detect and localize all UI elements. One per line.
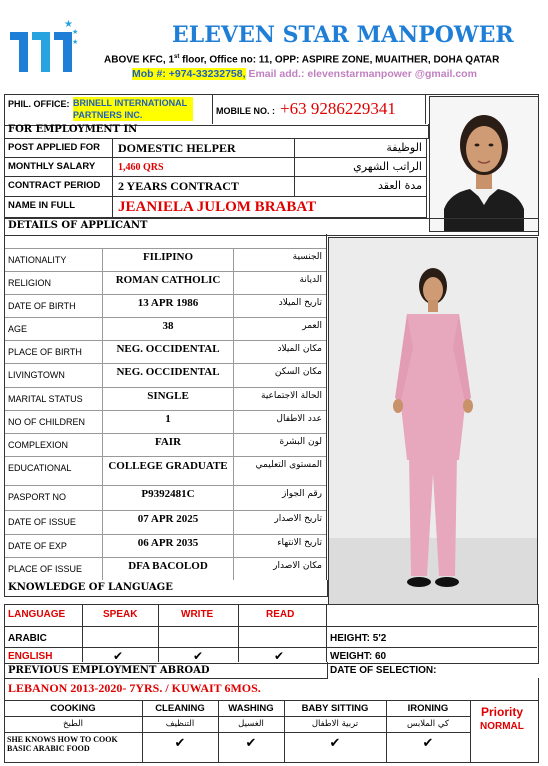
- skill-check: ✔: [245, 735, 257, 750]
- svg-text:★: ★: [72, 39, 78, 46]
- eleven-star-logo-icon: [8, 18, 78, 74]
- detail-arabic-label: المستوى التعليمي: [255, 460, 322, 470]
- detail-arabic-label: تاريخ الانتهاء: [277, 538, 322, 548]
- detail-label: DATE OF ISSUE: [8, 517, 76, 527]
- detail-arabic-label: مكان الاصدار: [273, 561, 322, 571]
- detail-value: COLLEGE GRADUATE: [108, 460, 228, 472]
- skill-header: WASHING: [228, 703, 274, 714]
- detail-arabic-label: الديانة: [299, 275, 322, 285]
- detail-value: 1: [165, 413, 171, 425]
- detail-label: EDUCATIONAL: [8, 463, 72, 473]
- skill-header: IRONING: [407, 703, 449, 714]
- skill-check: ✔: [422, 735, 434, 750]
- detail-value: 13 APR 1986: [137, 297, 199, 309]
- skill-check: ✔: [329, 735, 341, 750]
- skill-header: BABY SITTING: [301, 703, 369, 714]
- lang-english: ENGLISH: [8, 651, 53, 662]
- company-name: ELEVEN STAR MANPOWER: [172, 22, 514, 48]
- full-body-image: [329, 238, 537, 604]
- detail-label: NATIONALITY: [8, 255, 67, 265]
- detail-arabic-label: عدد الاطفال: [276, 414, 322, 424]
- applicant-headshot: [429, 96, 539, 232]
- detail-label: RELIGION: [8, 278, 52, 288]
- employment-value: 1,460 QRS: [118, 162, 164, 173]
- skill-arabic-header: التنظيف: [165, 719, 195, 729]
- language-section-title: KNOWLEDGE OF LANGUAGE: [8, 582, 173, 593]
- employment-value: JEANIELA JULOM BRABAT: [118, 199, 317, 215]
- detail-value: ROMAN CATHOLIC: [115, 274, 221, 286]
- lang-header-write: WRITE: [181, 609, 214, 620]
- detail-arabic-label: الجنسية: [292, 252, 322, 262]
- priority-label: Priority: [481, 705, 524, 719]
- employment-label: MONTHLY SALARY: [8, 161, 96, 172]
- previous-employment-value: LEBANON 2013-2020- 7YRS. / KUWAIT 6MOS.: [8, 681, 261, 695]
- detail-value: 06 APR 2035: [137, 537, 199, 549]
- mobile-number: Mob #: +974-33232758,: [132, 68, 246, 80]
- detail-arabic-label: رقم الجواز: [281, 489, 322, 499]
- detail-arabic-label: تاريخ الاصدار: [274, 514, 322, 524]
- english-write-check: ✔: [193, 649, 204, 663]
- svg-text:★: ★: [64, 19, 73, 30]
- cooking-note: SHE KNOWS HOW TO COOK BASIC ARABIC FOOD: [7, 735, 118, 753]
- employment-arabic-label: مدة العقد: [378, 179, 422, 192]
- detail-label: DATE OF BIRTH: [8, 301, 76, 311]
- skill-arabic-header: الغسيل: [238, 719, 264, 729]
- skill-arabic-header: كي الملابس: [407, 719, 449, 729]
- date-of-selection: DATE OF SELECTION:: [330, 665, 437, 676]
- detail-arabic-label: الحالة الاجتماعية: [261, 391, 322, 401]
- headshot-image: [430, 97, 538, 231]
- skill-header: COOKING: [50, 703, 96, 714]
- height-value: HEIGHT: 5'2: [330, 633, 387, 644]
- detail-value: NEG. OCCIDENTAL: [116, 343, 220, 355]
- detail-value: NEG. OCCIDENTAL: [116, 366, 220, 378]
- detail-label: MARITAL STATUS: [8, 394, 83, 404]
- email-address: Email add.: elevenstarmanpower @gmail.com: [245, 68, 477, 80]
- previous-section-title: PREVIOUS EMPLOYMENT ABROAD: [8, 665, 210, 676]
- detail-label: PASPORT NO: [8, 492, 67, 502]
- mobile-value: +63 9286229341: [280, 99, 396, 118]
- skill-arabic-header: الطبخ: [63, 719, 83, 729]
- employment-value: 2 YEARS CONTRACT: [118, 179, 239, 193]
- detail-arabic-label: تاريخ الميلاد: [278, 298, 322, 308]
- english-speak-check: ✔: [113, 649, 124, 663]
- detail-value: FAIR: [154, 436, 182, 448]
- detail-label: LIVINGTOWN: [8, 370, 65, 380]
- employment-value: DOMESTIC HELPER: [118, 141, 236, 155]
- detail-label: COMPLEXION: [8, 440, 69, 450]
- skill-arabic-header: تربية الاطفال: [311, 719, 359, 729]
- svg-text:★: ★: [72, 29, 78, 36]
- skill-check: ✔: [174, 735, 186, 750]
- office-label: PHIL. OFFICE:: [8, 99, 70, 109]
- lang-header-language: LANGUAGE: [8, 609, 66, 620]
- employment-label: CONTRACT PERIOD: [8, 180, 101, 191]
- detail-value: DFA BACOLOD: [128, 560, 208, 572]
- lang-header-read: READ: [266, 609, 295, 620]
- detail-value: P9392481C: [141, 488, 195, 500]
- detail-value: 07 APR 2025: [137, 513, 199, 525]
- applicant-full-body-photo: [328, 237, 538, 605]
- employment-label: POST APPLIED FOR: [8, 142, 101, 153]
- detail-arabic-label: مكان السكن: [274, 367, 322, 377]
- office-value: BRINELL INTERNATIONAL PARTNERS INC.: [73, 97, 193, 121]
- detail-arabic-label: لون البشرة: [279, 437, 322, 447]
- employment-arabic-label: الوظيفة: [386, 141, 422, 154]
- detail-label: NO OF CHILDREN: [8, 417, 86, 427]
- detail-value: SINGLE: [147, 390, 189, 402]
- detail-label: PLACE OF ISSUE: [8, 564, 83, 574]
- employment-arabic-label: الراتب الشهري: [353, 160, 422, 173]
- detail-value: 38: [162, 320, 174, 332]
- employment-label: NAME IN FULL: [8, 200, 76, 211]
- english-read-check: ✔: [274, 649, 285, 663]
- detail-arabic-label: مكان الميلاد: [277, 344, 322, 354]
- detail-value: FILIPINO: [142, 251, 194, 263]
- employment-section-title: FOR EMPLOYMENT IN: [8, 124, 138, 135]
- weight-value: WEIGHT: 60: [330, 651, 387, 662]
- detail-label: AGE: [8, 324, 28, 334]
- logo: [8, 18, 78, 74]
- lang-header-speak: SPEAK: [103, 609, 138, 620]
- lang-arabic: ARABIC: [8, 633, 47, 644]
- company-address: ABOVE KFC, 1st floor, Office no: 11, OPP: ASPIRE ZONE, MUAITHER, DOHA QATAR: [104, 54, 500, 66]
- detail-label: PLACE OF BIRTH: [8, 347, 82, 357]
- priority-value: NORMAL: [480, 721, 524, 732]
- mobile-label: MOBILE NO. :: [216, 106, 275, 116]
- details-section-title: DETAILS OF APPLICANT: [8, 220, 148, 231]
- contact-line: [132, 68, 477, 80]
- skill-header: CLEANING: [155, 703, 205, 714]
- detail-arabic-label: العمر: [302, 321, 322, 331]
- detail-label: DATE OF EXP: [8, 541, 67, 551]
